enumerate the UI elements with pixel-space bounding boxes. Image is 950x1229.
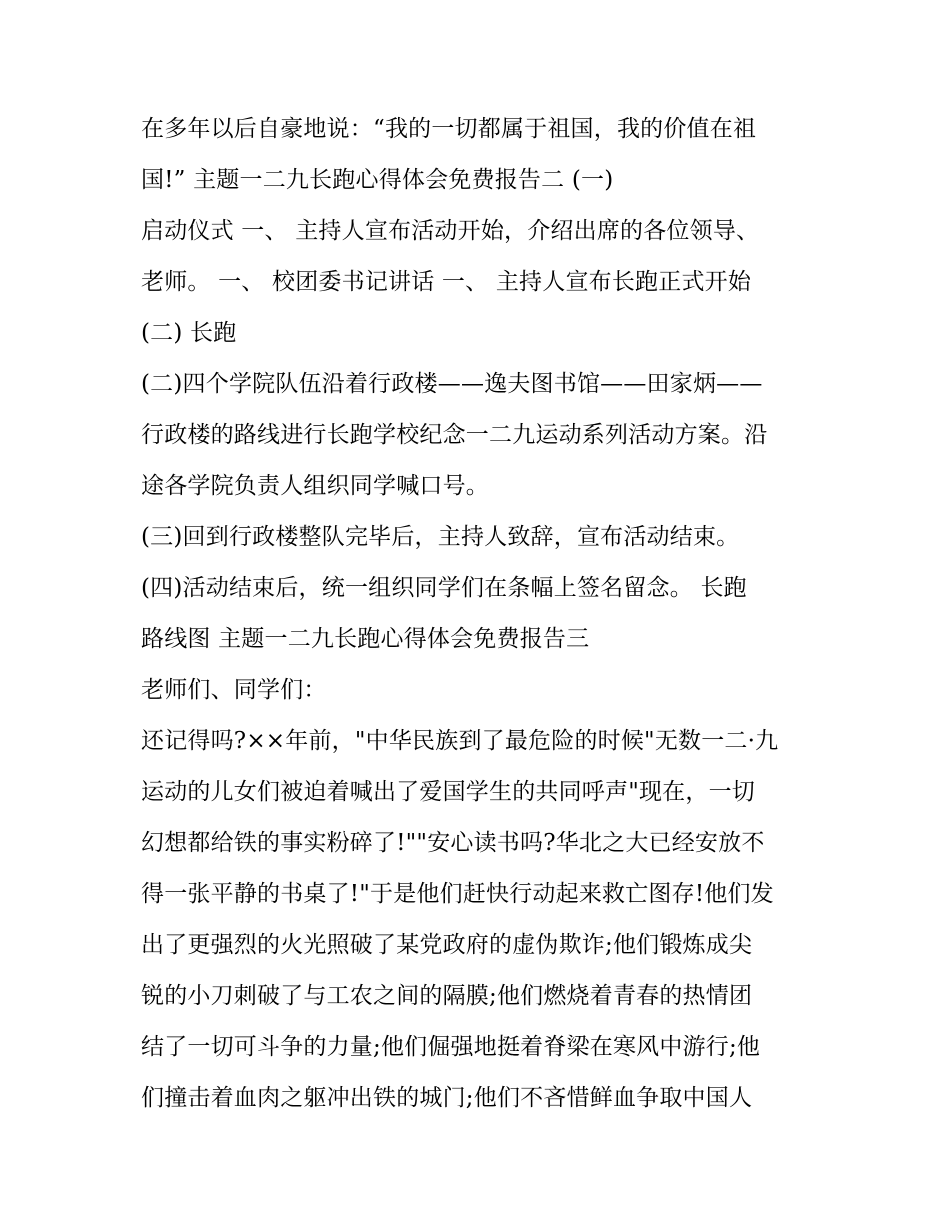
text-line-5: (二) 长跑 xyxy=(141,320,237,346)
text-line-2: 国!” 主题一二九长跑心得体会免费报告二 (一) xyxy=(141,167,614,193)
text-line-8: 途各学院负责人组织同学喊口号。 xyxy=(141,473,489,499)
body-text xyxy=(141,104,821,1124)
text-line-12: 老师们、同学们： xyxy=(141,677,327,703)
text-line-9: (三)回到行政楼整队完毕后，主持人致辞，宣布活动结束。 xyxy=(141,524,740,550)
text-line-3: 启动仪式 一、 主持人宣布活动开始，介绍出席的各位领导、 xyxy=(141,218,760,244)
text-line-6: (二)四个学院队伍沿着行政楼——逸夫图书馆——田家炳—— xyxy=(141,371,763,397)
text-line-15: 幻想都给铁的事实粉碎了!""安心读书吗?华北之大已经安放不 xyxy=(141,830,765,856)
text-line-14: 运动的儿女们被迫着喊出了爱国学生的共同呼声"现在，一切 xyxy=(141,779,755,805)
text-line-1: 在多年以后自豪地说：“我的一切都属于祖国，我的价值在祖 xyxy=(141,116,757,142)
text-line-18: 锐的小刀刺破了与工农之间的隔膜;他们燃烧着青春的热情团 xyxy=(141,983,753,1009)
text-line-7: 行政楼的路线进行长跑学校纪念一二九运动系列活动方案。沿 xyxy=(141,422,768,448)
text-line-4: 老师。 一、 校团委书记讲话 一、 主持人宣布长跑正式开始 xyxy=(141,269,752,295)
text-line-13: 还记得吗?××年前，"中华民族到了最危险的时候"无数一二·九 xyxy=(141,728,779,754)
text-line-19: 结了一切可斗争的力量;他们倔强地挺着脊梁在寒风中游行;他 xyxy=(141,1034,761,1060)
text-line-16: 得一张平静的书桌了!"于是他们赶快行动起来救亡图存!他们发 xyxy=(141,881,774,907)
text-line-20: 们撞击着血肉之躯冲出铁的城门;他们不吝惜鲜血争取中国人 xyxy=(141,1085,753,1111)
text-line-17: 出了更强烈的火光照破了某党政府的虚伪欺诈;他们锻炼成尖 xyxy=(141,932,753,958)
text-line-11: 路线图 主题一二九长跑心得体会免费报告三 xyxy=(141,626,590,652)
text-line-10: (四)活动结束后，统一组织同学们在条幅上签名留念。 长跑 xyxy=(141,575,747,601)
